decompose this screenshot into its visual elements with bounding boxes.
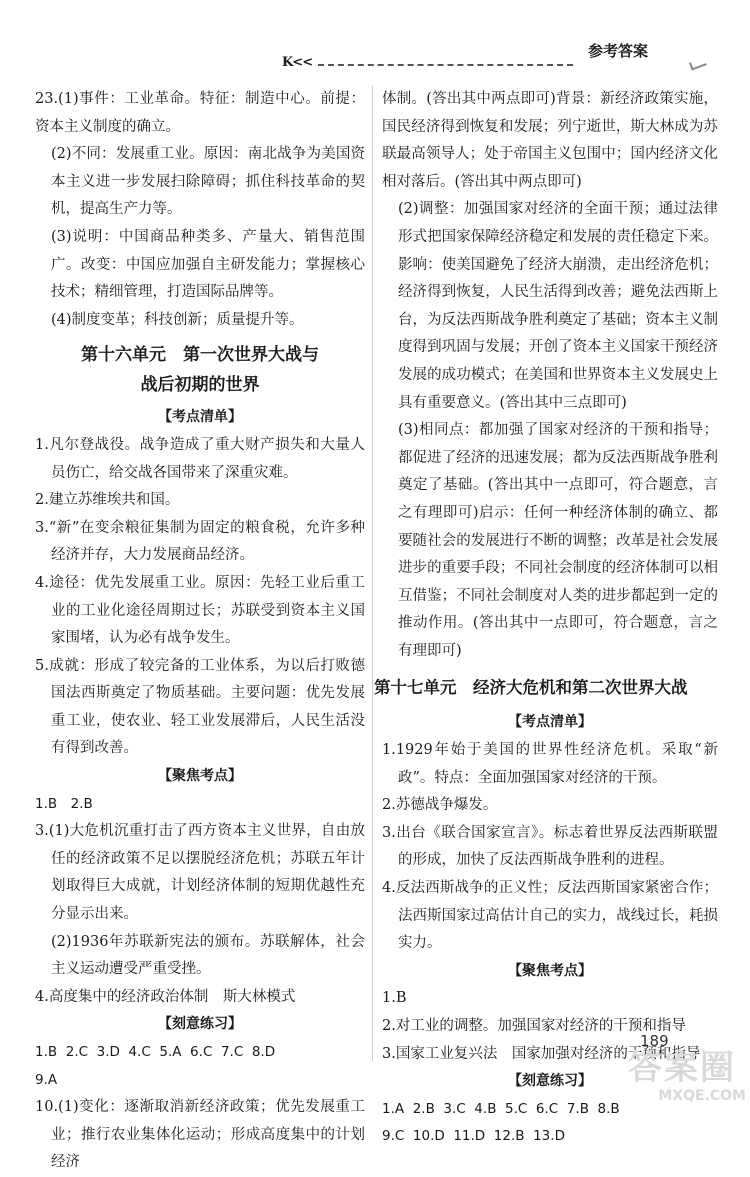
unit16-title-line2: 战后初期的世界 — [140, 375, 260, 396]
left-column — [35, 86, 365, 1177]
q23-part4: (4)制度变革；科技创新；质量提升等。 — [51, 311, 304, 328]
page-number: 189 — [640, 1032, 669, 1050]
watermark-url: MXQE.COM — [658, 1088, 746, 1104]
kaodian-item: 4.途径：优先发展重工业。原因：先轻工业后重工业的工业化途径周期过长；苏联受到资本主义国家围堵，认为必有战争发生。 — [35, 574, 365, 647]
jujiao-item-3b: (2)1936年苏联新宪法的颁布。苏联解体，社会主义运动遭受严重受挫。 — [51, 933, 365, 978]
kaodian-item: 3.出台《联合国家宣言》。标志着世界反法西斯联盟的形成，加快了反法西斯战争胜利的进程。 — [382, 824, 718, 869]
jujiao-item-3a: 3.(1)大危机沉重打击了西方资本主义世界，自由放任的经济政策不足以摆脱经济危机；苏联五年计划取得巨大成就，计划经济体制的短期优越性充分显示出来。 — [35, 823, 365, 923]
kaodian-item: 4.反法西斯战争的正义性；反法西斯国家紧密合作；法西斯国家过高估计自己的实力，战线过长，耗损实力。 — [382, 880, 718, 952]
checkmark-icon — [689, 58, 707, 71]
kaodian-item: 1.1929年始于美国的世界性经济危机。采取“新政”。特点：全面加强国家对经济的干预。 — [382, 742, 718, 786]
keyi-item-10: 10.(1)变化：逐渐取消新经济政策；优先发展重工业；推行农业集体化运动；形成高度集中的计划经济 — [35, 1099, 365, 1171]
kaodian-item: 2.苏德战争爆发。 — [382, 797, 498, 814]
jujiao-item: 3.国家工业复兴法 国家加强对经济的干预和指导 — [382, 1045, 701, 1062]
right-column — [374, 86, 718, 1151]
jujiao-item: 2.对工业的调整。加强国家对经济的干预和指导 — [382, 1018, 686, 1034]
keyi-answers: 1.B 2.C 3.D 4.C 5.A 6.C 7.C 8.D — [35, 1044, 276, 1060]
column-divider — [372, 86, 373, 1061]
header-title: 参考答案 — [588, 42, 649, 60]
q23-part1: 23.(1)事件：工业革命。特征：制造中心。前提：资本主义制度的确立。 — [35, 91, 365, 135]
section-keyi: 【刻意练习】 — [508, 1073, 592, 1090]
unit16-title-line1: 第十六单元 第一次世界大战与 — [81, 345, 319, 366]
header-mark: K<< — [282, 55, 313, 70]
keyi-answers: 9.C 10.D 11.D 12.B 13.D — [382, 1128, 565, 1145]
keyi-answer-9: 9.A — [35, 1071, 58, 1088]
watermark-text: 答案圈 — [628, 1048, 736, 1088]
section-kaodian: 【考点清单】 — [158, 409, 242, 426]
page-header — [0, 0, 750, 80]
q23-part2: (2)不同：发展重工业。原因：南北战争为美国资本主义进一步发展扫除障碍；抓住科技革命的契机，提高生产力等。 — [51, 146, 365, 218]
q10-part2: (2)调整：加强国家对经济的全面干预；通过法律形式把国家保障经济稳定和发展的责任稳定下来。影响：使美国避免了经济大崩溃，走出经济危机；经济得到恢复，人民生活得到改善；避免法西斯上台，为反法西斯战争胜利奠定了基础；资本主义制度得到巩固与发展；开创了资本主义国家干预经济发展的成功模式；在美国和世界资本主义发展史上具有重要意义。(答出其中三点即可) — [398, 201, 718, 411]
kaodian-item: 1.凡尔登战役。战争造成了重大财产损失和大量人员伤亡，给交战各国带来了深重灾难。 — [35, 436, 365, 481]
header-divider — [318, 64, 573, 66]
q10-continued: 体制。(答出其中两点即可)背景：新经济政策实施，国民经济得到恢复和发展；列宁逝世，斯大林成为苏联最高领导人；处于帝国主义包围中；国内经济文化相对落后。(答出其中两点即可) — [382, 91, 718, 190]
section-jujiao: 【聚焦考点】 — [158, 768, 242, 785]
keyi-answers: 1.A 2.B 3.C 4.B 5.C 6.C 7.B 8.B — [382, 1100, 620, 1117]
jujiao-answers: 1.B 2.B — [35, 795, 93, 812]
section-keyi: 【刻意练习】 — [158, 1016, 242, 1033]
kaodian-item: 3.“新”在变余粮征集制为固定的粮食税，允许多种经济并存，大力发展商品经济。 — [35, 519, 365, 564]
section-kaodian: 【考点清单】 — [508, 714, 592, 731]
unit17-title: 第十七单元 经济大危机和第二次世界大战 — [374, 678, 688, 698]
jujiao-item-4: 4.高度集中的经济政治体制 斯大林模式 — [35, 988, 296, 1005]
watermark-logo — [628, 1048, 746, 1112]
kaodian-item: 5.成就：形成了较完备的工业体系，为以后打败德国法西斯奠定了物质基础。主要问题：优先发展重工业，使农业、轻工业发展滞后，人民生活没有得到改善。 — [35, 657, 365, 757]
section-jujiao: 【聚焦考点】 — [508, 962, 592, 979]
kaodian-item: 2.建立苏维埃共和国。 — [35, 492, 180, 509]
jujiao-item: 1.B — [382, 990, 407, 1007]
q23-part3: (3)说明：中国商品种类多、产量大、销售范围广。改变：中国应加强自主研发能力；掌握核心技术；精细管理，打造国际品牌等。 — [51, 228, 365, 301]
q10-part3: (3)相同点：都加强了国家对经济的干预和指导；都促进了经济的迅速发展；都为反法西斯战争胜利奠定了基础。(答出其中一点即可，符合题意，言之有理即可)启示：任何一种经济体制的确立、都要随社会的发展进行不断的调整；改革是社会发展进步的重要手段；不同社会制度的经济体制可以相互借鉴；不同社会制度对人类的进步都起到一定的推动作用。(答出其中一点即可，符合题意，言之有理即可) — [398, 422, 718, 659]
unit16-title — [35, 340, 365, 400]
